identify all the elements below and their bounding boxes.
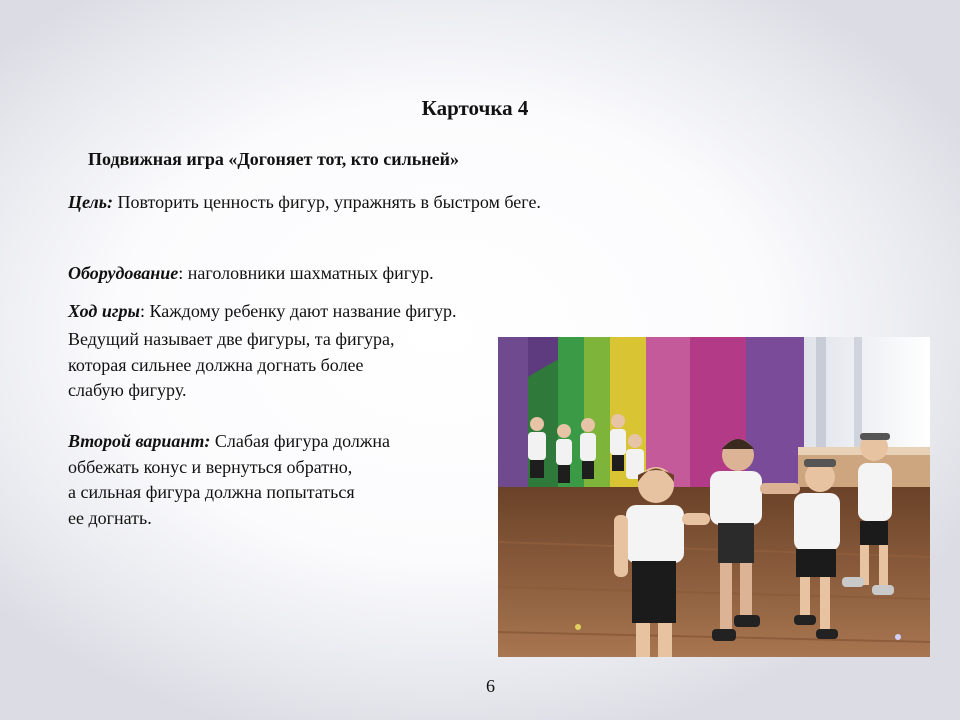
game-flow-line: которая сильнее должна догнать более: [68, 354, 364, 375]
game-subtitle: Подвижная игра «Догоняет тот, кто сильней»: [88, 149, 459, 169]
children-playing-photo: [498, 337, 930, 657]
second-variant-first-line: [68, 429, 390, 455]
game-flow-label: Ход игры: [68, 301, 140, 321]
game-flow-line: Ведущий называет две фигуры, та фигура,: [68, 329, 395, 349]
game-flow-line: слабую фигуру.: [68, 380, 187, 400]
card-title: Карточка 4: [421, 96, 529, 120]
game-flow-text: : Каждому ребенку дают название фигур.: [139, 301, 457, 321]
page-number: 6: [486, 676, 495, 696]
game-flow-paragraph: [68, 296, 545, 327]
second-variant-paragraph: [68, 429, 390, 531]
equipment-text: : наголовники шахматных фигур.: [178, 263, 434, 283]
game-flow-continuation: [68, 327, 395, 404]
second-variant-line: ее догнать.: [68, 507, 152, 528]
goal-label: Цель:: [68, 192, 113, 212]
goal-paragraph: [68, 187, 545, 218]
second-variant-line: а сильная фигура должна попытаться: [68, 482, 355, 502]
second-variant-line: оббежать конус и вернуться обратно,: [68, 456, 353, 477]
equipment-paragraph: [68, 258, 545, 289]
goal-text: Повторить ценность фигур, упражнять в быстром беге.: [117, 192, 541, 212]
second-variant-text: Слабая фигура должна: [210, 431, 390, 451]
second-variant-label: Второй вариант:: [68, 431, 211, 451]
equipment-label: Оборудование: [68, 263, 179, 283]
